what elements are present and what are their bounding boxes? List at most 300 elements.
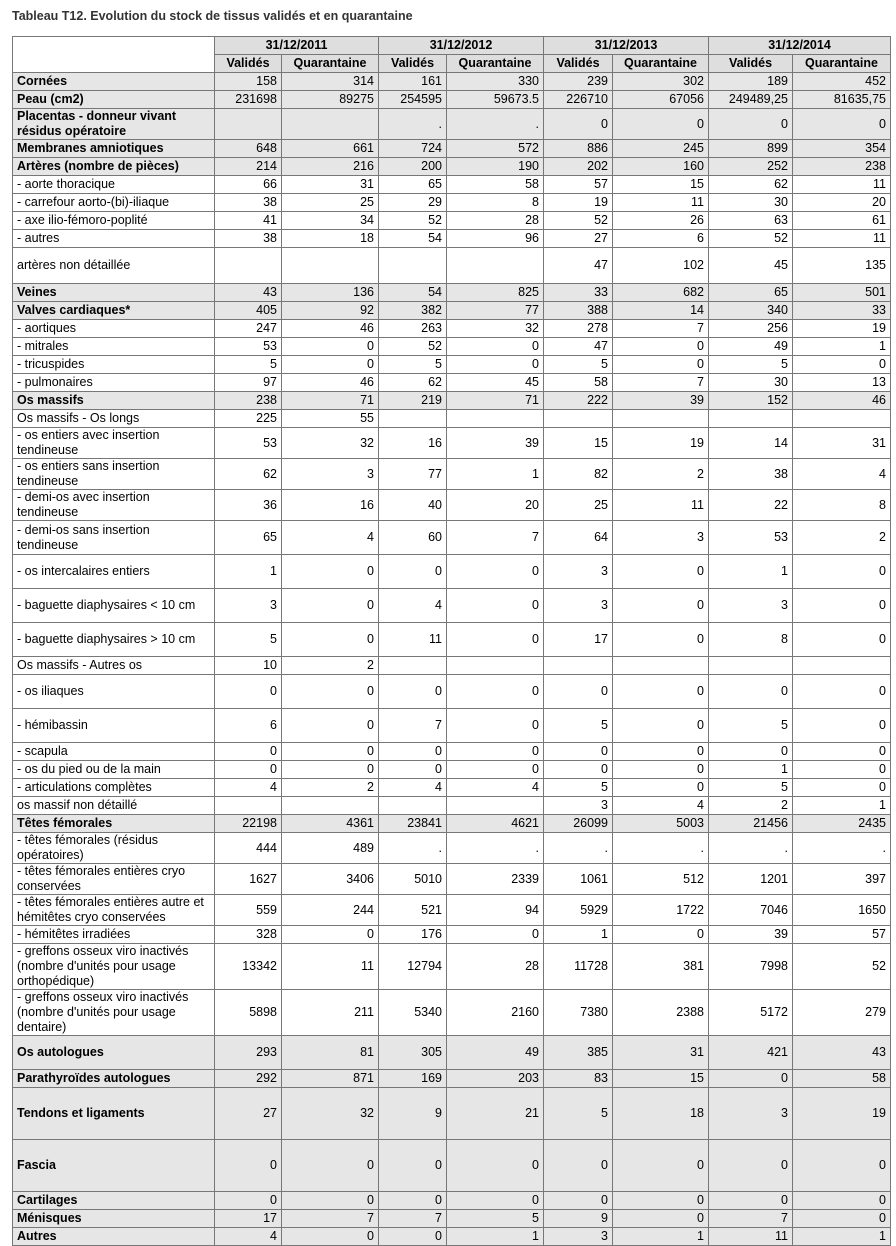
cell-value: 28 — [447, 944, 544, 990]
cell-value: 89275 — [282, 91, 379, 109]
cell-value: 7 — [282, 1210, 379, 1228]
row-label: - os entiers avec insertion tendineuse — [13, 428, 215, 459]
cell-value: 381 — [613, 944, 709, 990]
cell-value: 3 — [544, 797, 613, 815]
table-row — [13, 944, 891, 990]
table-row — [13, 797, 891, 815]
cell-value: 226710 — [544, 91, 613, 109]
cell-value: 7 — [379, 709, 447, 743]
table-row — [13, 864, 891, 895]
cell-value: 278 — [544, 320, 613, 338]
cell-value: 23841 — [379, 815, 447, 833]
year-header: 31/12/2011 — [215, 37, 379, 55]
cell-value: 0 — [613, 356, 709, 374]
cell-value: 0 — [709, 1070, 793, 1088]
cell-value: 452 — [793, 73, 891, 91]
row-label: Tendons et ligaments — [13, 1088, 215, 1140]
cell-value: 825 — [447, 284, 544, 302]
cell-value: 2 — [282, 657, 379, 675]
table-row — [13, 356, 891, 374]
cell-value: 0 — [282, 743, 379, 761]
row-label: - hémibassin — [13, 709, 215, 743]
cell-value: 0 — [613, 1210, 709, 1228]
table-row — [13, 158, 891, 176]
cell-value: 38 — [215, 230, 282, 248]
cell-value — [379, 657, 447, 675]
cell-value: 46 — [282, 320, 379, 338]
cell-value: 0 — [447, 1192, 544, 1210]
cell-value: 3406 — [282, 864, 379, 895]
cell-value: 6 — [613, 230, 709, 248]
row-label: - têtes fémorales entières autre et hémitêtes cryo conservées — [13, 895, 215, 926]
cell-value: 328 — [215, 926, 282, 944]
cell-value: 0 — [282, 1192, 379, 1210]
row-label: Membranes amniotiques — [13, 140, 215, 158]
cell-value: 0 — [379, 1140, 447, 1192]
cell-value: 512 — [613, 864, 709, 895]
cell-value: 421 — [709, 1036, 793, 1070]
cell-value: 0 — [447, 356, 544, 374]
cell-value: . — [447, 109, 544, 140]
cell-value: 31 — [793, 428, 891, 459]
cell-value: 521 — [379, 895, 447, 926]
cell-value: 6 — [215, 709, 282, 743]
cell-value: 11 — [613, 194, 709, 212]
cell-value: 1 — [793, 797, 891, 815]
cell-value: 0 — [709, 743, 793, 761]
cell-value: 5 — [447, 1210, 544, 1228]
cell-value: 397 — [793, 864, 891, 895]
cell-value: 5 — [709, 709, 793, 743]
cell-value: 1650 — [793, 895, 891, 926]
cell-value — [379, 248, 447, 284]
cell-value: 559 — [215, 895, 282, 926]
cell-value: 0 — [282, 589, 379, 623]
cell-value: . — [709, 833, 793, 864]
cell-value: 11 — [379, 623, 447, 657]
table-row — [13, 623, 891, 657]
row-label: - scapula — [13, 743, 215, 761]
cell-value: 8 — [709, 623, 793, 657]
row-label: Veines — [13, 284, 215, 302]
cell-value: 52 — [379, 212, 447, 230]
cell-value: 26099 — [544, 815, 613, 833]
table-row — [13, 1140, 891, 1192]
cell-value: 0 — [215, 1192, 282, 1210]
cell-value: 0 — [282, 1140, 379, 1192]
cell-value: 38 — [709, 459, 793, 490]
cell-value: 11 — [613, 490, 709, 521]
cell-value: 19 — [793, 1088, 891, 1140]
cell-value: 2388 — [613, 990, 709, 1036]
cell-value: 39 — [613, 392, 709, 410]
year-header: 31/12/2014 — [709, 37, 891, 55]
cell-value: 33 — [793, 302, 891, 320]
cell-value: 0 — [282, 623, 379, 657]
table-row — [13, 779, 891, 797]
cell-value: 501 — [793, 284, 891, 302]
cell-value: 55 — [282, 410, 379, 428]
row-label: Placentas - donneur vivant résidus opératoire — [13, 109, 215, 140]
cell-value: 1 — [447, 459, 544, 490]
cell-value: 0 — [282, 338, 379, 356]
row-label: Autres — [13, 1228, 215, 1246]
cell-value: 247 — [215, 320, 282, 338]
table-row — [13, 743, 891, 761]
cell-value: 81 — [282, 1036, 379, 1070]
row-label: Fascia — [13, 1140, 215, 1192]
cell-value: 314 — [282, 73, 379, 91]
cell-value: 11 — [709, 1228, 793, 1246]
cell-value: 0 — [613, 589, 709, 623]
cell-value: 19 — [544, 194, 613, 212]
cell-value: 92 — [282, 302, 379, 320]
cell-value: 4621 — [447, 815, 544, 833]
cell-value: 0 — [447, 338, 544, 356]
cell-value: 4 — [613, 797, 709, 815]
cell-value — [282, 109, 379, 140]
cell-value: 19 — [613, 428, 709, 459]
cell-value: 340 — [709, 302, 793, 320]
cell-value: 13 — [793, 374, 891, 392]
cell-value: 0 — [613, 1192, 709, 1210]
cell-value: 302 — [613, 73, 709, 91]
row-label: - mitrales — [13, 338, 215, 356]
year-header: 31/12/2012 — [379, 37, 544, 55]
cell-value: 572 — [447, 140, 544, 158]
cell-value: 5 — [709, 356, 793, 374]
table-row — [13, 73, 891, 91]
cell-value — [215, 797, 282, 815]
cell-value: 40 — [379, 490, 447, 521]
cell-value: 19 — [793, 320, 891, 338]
table-row — [13, 91, 891, 109]
cell-value — [379, 797, 447, 815]
cell-value: 58 — [544, 374, 613, 392]
cell-value: 0 — [282, 1228, 379, 1246]
cell-value: 245 — [613, 140, 709, 158]
cell-value: 231698 — [215, 91, 282, 109]
cell-value: 32 — [447, 320, 544, 338]
cell-value: 1 — [447, 1228, 544, 1246]
table-row — [13, 657, 891, 675]
cell-value: 5 — [379, 356, 447, 374]
cell-value: 1201 — [709, 864, 793, 895]
cell-value: 1627 — [215, 864, 282, 895]
cell-value: 27 — [215, 1088, 282, 1140]
cell-value: 382 — [379, 302, 447, 320]
cell-value: 4361 — [282, 815, 379, 833]
cell-value: 0 — [379, 1192, 447, 1210]
cell-value: 222 — [544, 392, 613, 410]
cell-value: 62 — [215, 459, 282, 490]
cell-value — [379, 410, 447, 428]
row-label: Cornées — [13, 73, 215, 91]
cell-value: 63 — [709, 212, 793, 230]
cell-value: 0 — [793, 555, 891, 589]
stock-table — [12, 36, 891, 1246]
cell-value: 1 — [215, 555, 282, 589]
cell-value: 52 — [544, 212, 613, 230]
cell-value: 0 — [613, 761, 709, 779]
cell-value: 202 — [544, 158, 613, 176]
cell-value: 8 — [793, 490, 891, 521]
cell-value: 16 — [379, 428, 447, 459]
table-row — [13, 230, 891, 248]
cell-value: 52 — [709, 230, 793, 248]
cell-value — [282, 797, 379, 815]
cell-value: 189 — [709, 73, 793, 91]
cell-value: 292 — [215, 1070, 282, 1088]
cell-value: 5010 — [379, 864, 447, 895]
cell-value: 0 — [544, 1192, 613, 1210]
table-row — [13, 248, 891, 284]
row-label: os massif non détaillé — [13, 797, 215, 815]
cell-value: 2 — [793, 521, 891, 555]
table-row — [13, 428, 891, 459]
cell-value: 152 — [709, 392, 793, 410]
cell-value: 2435 — [793, 815, 891, 833]
cell-value: 5 — [544, 709, 613, 743]
cell-value: 4 — [379, 779, 447, 797]
row-label: Valves cardiaques* — [13, 302, 215, 320]
cell-value: 65 — [709, 284, 793, 302]
cell-value — [447, 410, 544, 428]
cell-value: 252 — [709, 158, 793, 176]
cell-value: 0 — [793, 109, 891, 140]
table-row — [13, 675, 891, 709]
cell-value: 11 — [793, 230, 891, 248]
cell-value: 0 — [282, 555, 379, 589]
cell-value: 136 — [282, 284, 379, 302]
cell-value — [709, 410, 793, 428]
row-label: - carrefour aorto-(bi)-iliaque — [13, 194, 215, 212]
cell-value: 330 — [447, 73, 544, 91]
cell-value — [282, 248, 379, 284]
table-row — [13, 320, 891, 338]
cell-value: 4 — [282, 521, 379, 555]
cell-value: 21456 — [709, 815, 793, 833]
table-row — [13, 895, 891, 926]
cell-value: 77 — [447, 302, 544, 320]
cell-value: 0 — [215, 1140, 282, 1192]
cell-value: 9 — [379, 1088, 447, 1140]
cell-value: 31 — [282, 176, 379, 194]
cell-value: 5172 — [709, 990, 793, 1036]
cell-value: 17 — [544, 623, 613, 657]
row-label: - demi-os sans insertion tendineuse — [13, 521, 215, 555]
status-header: Quarantaine — [613, 55, 709, 73]
cell-value: 53 — [215, 428, 282, 459]
cell-value: 214 — [215, 158, 282, 176]
table-row — [13, 459, 891, 490]
cell-value: 5 — [709, 779, 793, 797]
cell-value: 47 — [544, 248, 613, 284]
cell-value: 7998 — [709, 944, 793, 990]
header-corner — [13, 37, 215, 73]
cell-value: 203 — [447, 1070, 544, 1088]
cell-value: 135 — [793, 248, 891, 284]
cell-value: 39 — [709, 926, 793, 944]
cell-value: 3 — [282, 459, 379, 490]
row-label: Os autologues — [13, 1036, 215, 1070]
cell-value: 2160 — [447, 990, 544, 1036]
row-label: - baguette diaphysaires < 10 cm — [13, 589, 215, 623]
cell-value: 58 — [793, 1070, 891, 1088]
cell-value: 49 — [709, 338, 793, 356]
cell-value: 20 — [793, 194, 891, 212]
table-row — [13, 212, 891, 230]
row-label: Ménisques — [13, 1210, 215, 1228]
cell-value: 0 — [282, 356, 379, 374]
cell-value: 46 — [793, 392, 891, 410]
cell-value: 161 — [379, 73, 447, 91]
cell-value: 9 — [544, 1210, 613, 1228]
cell-value: 3 — [709, 589, 793, 623]
cell-value: 2 — [282, 779, 379, 797]
cell-value: 46 — [282, 374, 379, 392]
cell-value: 1 — [544, 926, 613, 944]
cell-value: 0 — [447, 589, 544, 623]
cell-value: 886 — [544, 140, 613, 158]
cell-value — [544, 410, 613, 428]
row-label: - pulmonaires — [13, 374, 215, 392]
table-row — [13, 1088, 891, 1140]
cell-value: 11 — [282, 944, 379, 990]
cell-value: 0 — [613, 623, 709, 657]
cell-value: 20 — [447, 490, 544, 521]
cell-value: 8 — [447, 194, 544, 212]
cell-value: 66 — [215, 176, 282, 194]
table-title: Tableau T12. Evolution du stock de tissus validés et en quarantaine — [12, 9, 413, 23]
cell-value: 5003 — [613, 815, 709, 833]
cell-value: 0 — [613, 926, 709, 944]
cell-value: 385 — [544, 1036, 613, 1070]
cell-value: 32 — [282, 1088, 379, 1140]
cell-value: 4 — [379, 589, 447, 623]
cell-value — [447, 248, 544, 284]
table-row — [13, 284, 891, 302]
cell-value — [447, 797, 544, 815]
row-label: - os du pied ou de la main — [13, 761, 215, 779]
cell-value: 871 — [282, 1070, 379, 1088]
cell-value: 0 — [709, 1140, 793, 1192]
cell-value: 4 — [215, 1228, 282, 1246]
cell-value: . — [447, 833, 544, 864]
cell-value: 0 — [709, 675, 793, 709]
cell-value: 0 — [447, 761, 544, 779]
cell-value: 1 — [793, 1228, 891, 1246]
cell-value: 211 — [282, 990, 379, 1036]
cell-value: 7 — [709, 1210, 793, 1228]
row-label: Os massifs - Autres os — [13, 657, 215, 675]
table-row — [13, 410, 891, 428]
row-label: Artères (nombre de pièces) — [13, 158, 215, 176]
cell-value: 0 — [215, 761, 282, 779]
cell-value: 899 — [709, 140, 793, 158]
row-label: - articulations complètes — [13, 779, 215, 797]
cell-value: 0 — [793, 675, 891, 709]
cell-value: 489 — [282, 833, 379, 864]
row-label: - tricuspides — [13, 356, 215, 374]
row-label: - têtes fémorales (résidus opératoires) — [13, 833, 215, 864]
row-label: Os massifs - Os longs — [13, 410, 215, 428]
row-label: Peau (cm2) — [13, 91, 215, 109]
cell-value: 64 — [544, 521, 613, 555]
cell-value: 3 — [215, 589, 282, 623]
cell-value: 1 — [709, 761, 793, 779]
cell-value — [709, 657, 793, 675]
cell-value: 34 — [282, 212, 379, 230]
cell-value: 22198 — [215, 815, 282, 833]
status-header: Validés — [215, 55, 282, 73]
cell-value: 47 — [544, 338, 613, 356]
cell-value — [613, 657, 709, 675]
cell-value: 58 — [447, 176, 544, 194]
cell-value: 0 — [709, 109, 793, 140]
cell-value: 661 — [282, 140, 379, 158]
cell-value: 305 — [379, 1036, 447, 1070]
table-row — [13, 490, 891, 521]
row-label: - greffons osseux viro inactivés (nombre d'unités pour usage orthopédique) — [13, 944, 215, 990]
cell-value: 263 — [379, 320, 447, 338]
cell-value: 61 — [793, 212, 891, 230]
cell-value: 200 — [379, 158, 447, 176]
cell-value: 256 — [709, 320, 793, 338]
cell-value: 59673.5 — [447, 91, 544, 109]
cell-value: 158 — [215, 73, 282, 91]
cell-value: 0 — [793, 743, 891, 761]
cell-value: 45 — [447, 374, 544, 392]
cell-value: 65 — [379, 176, 447, 194]
cell-value: 54 — [379, 230, 447, 248]
cell-value: 354 — [793, 140, 891, 158]
cell-value — [544, 657, 613, 675]
cell-value: 3 — [544, 589, 613, 623]
cell-value: 2 — [613, 459, 709, 490]
table-row — [13, 194, 891, 212]
cell-value: 0 — [613, 555, 709, 589]
cell-value: 29 — [379, 194, 447, 212]
cell-value: 0 — [793, 589, 891, 623]
cell-value: 25 — [282, 194, 379, 212]
table-row — [13, 1228, 891, 1246]
cell-value: 0 — [447, 743, 544, 761]
cell-value: 169 — [379, 1070, 447, 1088]
cell-value: 3 — [544, 555, 613, 589]
cell-value — [215, 109, 282, 140]
table-row — [13, 926, 891, 944]
row-label: - greffons osseux viro inactivés (nombre d'unités pour usage dentaire) — [13, 990, 215, 1036]
cell-value: 0 — [379, 675, 447, 709]
cell-value: 225 — [215, 410, 282, 428]
status-header: Quarantaine — [447, 55, 544, 73]
row-label: Parathyroïdes autologues — [13, 1070, 215, 1088]
cell-value: 32 — [282, 428, 379, 459]
cell-value: 7 — [613, 320, 709, 338]
row-label: Os massifs — [13, 392, 215, 410]
cell-value: 16 — [282, 490, 379, 521]
row-label: - aortiques — [13, 320, 215, 338]
cell-value: 0 — [544, 761, 613, 779]
cell-value: 28 — [447, 212, 544, 230]
cell-value: 15 — [613, 176, 709, 194]
cell-value: 38 — [215, 194, 282, 212]
cell-value: 4 — [215, 779, 282, 797]
cell-value: 405 — [215, 302, 282, 320]
table-row — [13, 521, 891, 555]
cell-value: 62 — [709, 176, 793, 194]
